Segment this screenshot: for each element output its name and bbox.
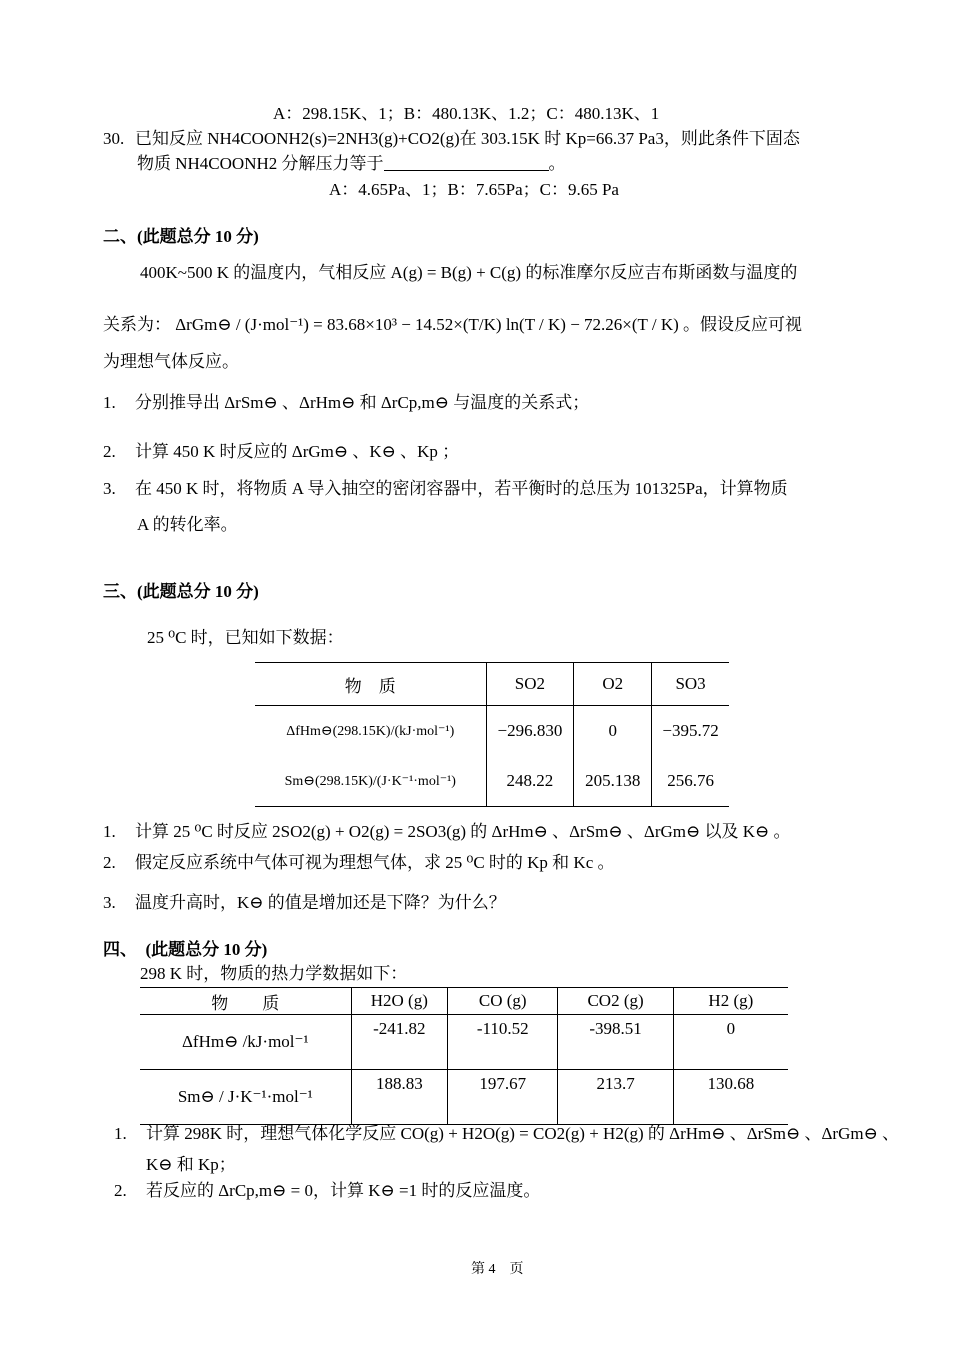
- item-number: 2.: [103, 442, 116, 461]
- table-cell: 197.67: [448, 1070, 558, 1125]
- table-row: [255, 706, 729, 757]
- table-header-cell: H2 (g): [673, 988, 788, 1015]
- item-text: 温度升高时，K⊖ 的值是增加还是下降？为什么？: [135, 893, 506, 912]
- q30-text: 已知反应 NH4COONH2(s)=2NH3(g)+CO2(g)在 303.15K 时 Kp=66.37 Pa3，则此条件下固态: [135, 129, 800, 148]
- table-header-cell: 物 质: [211, 993, 280, 1013]
- q30-line2: [137, 153, 566, 174]
- item-text: 分别推导出 ΔrSm⊖ 、ΔrHm⊖ 和 ΔrCp,m⊖ 与温度的关系式；: [135, 393, 590, 412]
- q29-options: A：298.15K、1；B：480.13K、1.2；C：480.13K、1: [273, 104, 660, 123]
- table-header-cell: 物 质: [255, 663, 486, 706]
- item-number: 1.: [103, 822, 116, 841]
- table-cell: 188.83: [351, 1070, 448, 1125]
- item-text: 若反应的 ΔrCp,m⊖ = 0，计算 K⊖ =1 时的反应温度。: [146, 1181, 541, 1200]
- item-number: 2.: [114, 1181, 127, 1200]
- section4-item-continued: K⊖ 和 Kp；: [146, 1155, 236, 1174]
- row-label: Sm⊖ / J·K⁻¹·mol⁻¹: [140, 1070, 351, 1125]
- row-label: Sm⊖(298.15K)/(J·K⁻¹·mol⁻¹): [284, 773, 456, 789]
- table-cell: 0: [673, 1015, 788, 1070]
- section4-item: [114, 1180, 540, 1201]
- item-text: 假定反应系统中气体可视为理想气体，求 25 ⁰C 时的 Kp 和 Kc 。: [135, 853, 615, 872]
- table-cell: 130.68: [673, 1070, 788, 1125]
- section3-heading: 三、(此题总分 10 分): [103, 582, 259, 601]
- table-header-row: [140, 988, 788, 1015]
- table-cell: -110.52: [448, 1015, 558, 1070]
- section3-item: [103, 852, 615, 873]
- table-cell: -241.82: [351, 1015, 448, 1070]
- section2-intro-line1: 400K~500 K 的温度内，气相反应 A(g) = B(g) + C(g) 的标准摩尔反应吉布斯函数与温度的: [140, 263, 798, 282]
- table-header-cell: SO3: [652, 663, 729, 706]
- section2-intro-line2: 关系为： ΔrGm⊖ / (J·mol⁻¹) = 83.68×10³ − 14.52×(T/K) ln(T / K) − 72.26×(T / K) 。假设反应可视: [103, 315, 803, 334]
- table-row: [140, 1015, 788, 1070]
- table-cell: 256.76: [652, 756, 729, 807]
- section4-intro: 298 K 时，物质的热力学数据如下：: [140, 964, 408, 983]
- q30-number: 30.: [103, 129, 125, 148]
- q30-line1: [103, 128, 800, 149]
- section4-item: [114, 1123, 899, 1144]
- item-text: 在 450 K 时，将物质 A 导入抽空的密闭容器中，若平衡时的总压为 101325Pa，计算物质: [135, 479, 788, 498]
- table-header-row: [255, 663, 729, 706]
- table-header-cell: SO2: [486, 663, 574, 706]
- item-text: 计算 450 K 时反应的 ΔrGm⊖ 、K⊖ 、Kp ；: [135, 442, 460, 461]
- table-cell: 248.22: [486, 756, 574, 807]
- item-number: 2.: [103, 853, 116, 872]
- row-label: ΔfHm⊖ /kJ·mol⁻¹: [140, 1015, 351, 1070]
- item-number: 1.: [114, 1124, 127, 1143]
- q30-line2-prefix: 物质 NH4COONH2 分解压力等于: [137, 154, 384, 173]
- item-text: 计算 298K 时，理想气体化学反应 CO(g) + H2O(g) = CO2(g) + H2(g) 的 ΔrHm⊖ 、ΔrSm⊖ 、ΔrGm⊖ 、: [146, 1124, 900, 1143]
- table-header-cell: H2O (g): [351, 988, 448, 1015]
- section2-item-continued: A 的转化率。: [137, 515, 238, 534]
- table-row: [140, 1070, 788, 1125]
- table-header-cell: CO (g): [448, 988, 558, 1015]
- section2-intro-line3: 为理想气体反应。: [103, 352, 239, 371]
- section2-heading: 二、(此题总分 10 分): [103, 227, 259, 246]
- section4-heading: 四、 (此题总分 10 分): [103, 940, 268, 959]
- so2-data-table: [255, 662, 729, 807]
- table-cell: 205.138: [574, 756, 652, 807]
- table-cell: 0: [574, 706, 652, 757]
- page-number: 第 4 页: [471, 1262, 524, 1277]
- table-cell: 213.7: [558, 1070, 673, 1125]
- table-cell: -398.51: [558, 1015, 673, 1070]
- q30-line2-suffix: 。: [548, 154, 566, 173]
- answer-blank[interactable]: [384, 154, 549, 171]
- section3-intro: 25 ⁰C 时，已知如下数据：: [147, 628, 344, 647]
- item-number: 1.: [103, 393, 116, 412]
- section2-item: [103, 392, 589, 413]
- section3-item: [103, 821, 791, 842]
- item-number: 3.: [103, 893, 116, 912]
- thermo-data-table: [140, 987, 788, 1125]
- row-label: ΔfHm⊖(298.15K)/(kJ·mol⁻¹): [286, 723, 455, 739]
- item-number: 3.: [103, 479, 116, 498]
- table-row: [255, 756, 729, 807]
- table-header-cell: CO2 (g): [558, 988, 673, 1015]
- table-cell: −395.72: [652, 706, 729, 757]
- q30-options: A：4.65Pa、1；B：7.65Pa；C：9.65 Pa: [329, 180, 619, 199]
- section2-item: [103, 478, 788, 499]
- section3-item: [103, 892, 506, 913]
- table-cell: −296.830: [486, 706, 574, 757]
- table-header-cell: O2: [574, 663, 652, 706]
- section2-item: [103, 441, 459, 462]
- item-text: 计算 25 ⁰C 时反应 2SO2(g) + O2(g) = 2SO3(g) 的 ΔrHm⊖ 、ΔrSm⊖ 、ΔrGm⊖ 以及 K⊖ 。: [135, 822, 791, 841]
